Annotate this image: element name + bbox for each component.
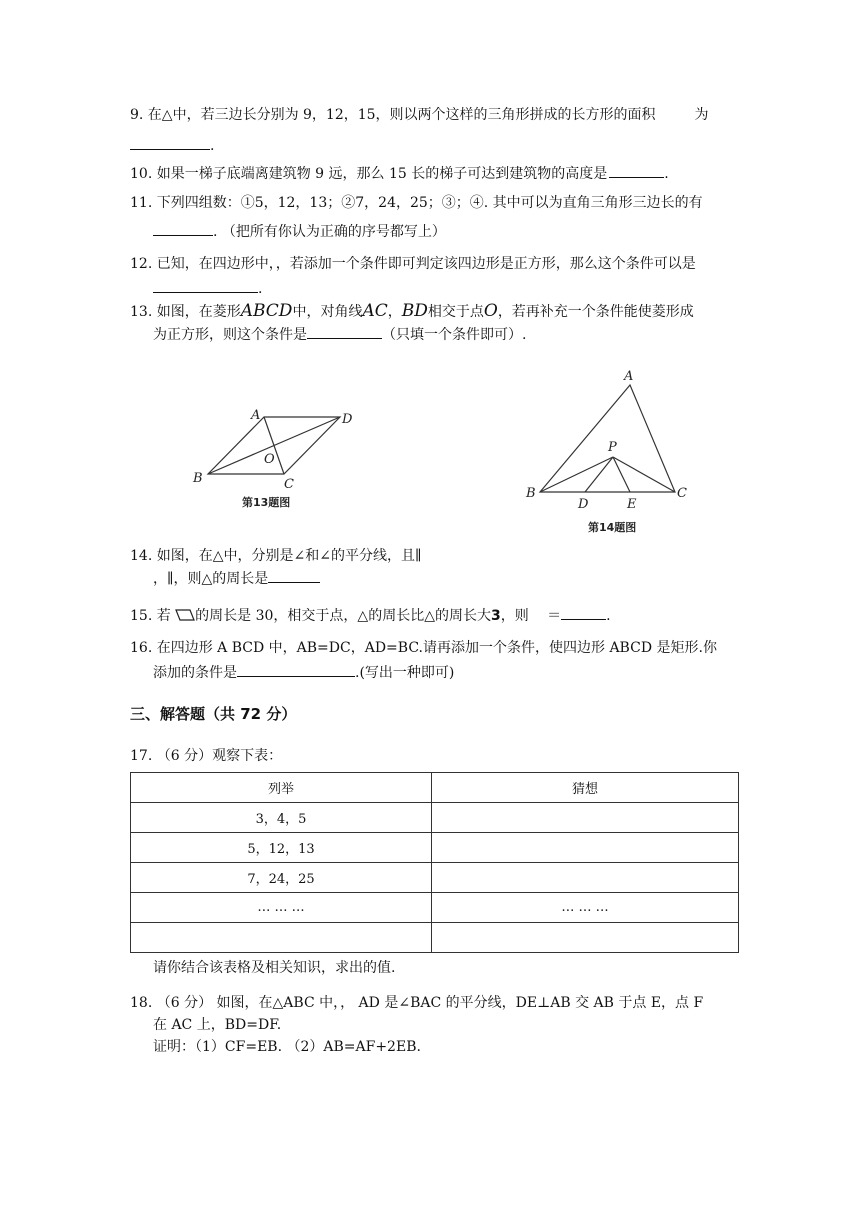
q12-blank[interactable] bbox=[153, 278, 258, 293]
q10-text: 10. 如果一梯子底端离建筑物 9 远，那么 15 长的梯子可达到建筑物的高度是 bbox=[130, 166, 608, 182]
table-row bbox=[131, 833, 739, 863]
table-row bbox=[131, 863, 739, 893]
q17-table bbox=[130, 772, 739, 953]
q13-bd: BD bbox=[401, 301, 428, 321]
table-header-row bbox=[131, 773, 739, 803]
q12-end: . bbox=[258, 281, 263, 297]
question-10 bbox=[130, 163, 669, 184]
table-row bbox=[131, 923, 739, 953]
triangle-abc bbox=[540, 385, 675, 492]
q12-text: 12. 已知，在四边形中，，若添加一个条件即可判定该四边形是正方形，那么这个条件可以是 bbox=[130, 256, 696, 272]
table-header-cell: 猜想 bbox=[432, 773, 739, 803]
fig14-label-b: B bbox=[526, 486, 536, 501]
fig13-label-c: C bbox=[284, 477, 294, 492]
question-16-line2 bbox=[153, 662, 454, 683]
table-cell[interactable] bbox=[432, 923, 739, 953]
q11-blank[interactable] bbox=[153, 221, 213, 236]
fig14-label-d: D bbox=[578, 497, 589, 512]
question-12 bbox=[130, 254, 696, 274]
parallelogram-icon bbox=[175, 608, 195, 622]
q14-line2: ，∥，则△的周长是 bbox=[153, 571, 269, 587]
table-cell[interactable] bbox=[432, 833, 739, 863]
q13-p1: 13. 如图，在菱形 bbox=[130, 304, 241, 320]
fig14-caption: 第14题图 bbox=[588, 521, 637, 534]
table-header-cell: 列举 bbox=[131, 773, 432, 803]
segment-dp bbox=[585, 457, 613, 492]
q14-blank[interactable] bbox=[268, 568, 320, 583]
table-cell[interactable] bbox=[432, 803, 739, 833]
fig14-label-p: P bbox=[608, 440, 617, 455]
q11-line2-text: . （把所有你认为正确的序号都写上） bbox=[213, 224, 446, 240]
fig14-label-a: A bbox=[624, 369, 634, 384]
q13-comma: ， bbox=[387, 304, 402, 320]
q15-end: . bbox=[606, 608, 611, 624]
q13-ac: AC bbox=[362, 301, 388, 321]
q9-end: . bbox=[210, 138, 215, 154]
question-11-line2 bbox=[153, 221, 446, 242]
fig14-label-c: C bbox=[677, 486, 687, 501]
q13-line2b: （只填一个条件即可）. bbox=[382, 327, 527, 343]
question-17-after: 请你结合该表格及相关知识，求出的值. bbox=[153, 960, 396, 976]
q13-p4: ，若再补充一个条件能使菱形成 bbox=[497, 304, 694, 320]
q13-abcd: ABCD bbox=[240, 301, 293, 321]
table-cell[interactable] bbox=[432, 863, 739, 893]
question-9 bbox=[130, 105, 708, 125]
fig13-caption: 第13题图 bbox=[242, 496, 291, 509]
q13-o: O bbox=[483, 301, 498, 321]
question-13 bbox=[130, 301, 694, 322]
q15-mid: 的周长是 30，相交于点，△的周长比△的周长大 bbox=[195, 608, 491, 624]
q9-tail: 为 bbox=[694, 107, 709, 123]
q11-text: 11. 下列四组数：①5，12，13；②7，24，25；③；④. 其中可以为直角三角形三边长的有 bbox=[130, 195, 703, 211]
question-18-line2: 在 AC 上，BD=DF. bbox=[153, 1017, 282, 1033]
table-cell: 3，4，5 bbox=[131, 803, 432, 833]
q10-end: . bbox=[664, 166, 669, 182]
section-3-heading: 三、解答题（共 72 分） bbox=[130, 705, 297, 723]
question-14-line2 bbox=[153, 568, 320, 589]
question-11 bbox=[130, 193, 703, 213]
table-cell: 7，24，25 bbox=[131, 863, 432, 893]
q16-line2b: .(写出一种即可) bbox=[355, 665, 455, 681]
table-cell: 5，12，13 bbox=[131, 833, 432, 863]
fig13-label-b: B bbox=[193, 471, 203, 486]
q13-p2: 中，对角线 bbox=[292, 304, 363, 320]
question-13-line2 bbox=[153, 324, 526, 345]
question-16 bbox=[130, 638, 717, 658]
q13-p3: 相交于点 bbox=[427, 304, 484, 320]
question-18-line1: 18. （6 分） 如图，在△ABC 中，， AD 是∠BAC 的平分线，DE⊥AB 交 AB 于点 E，点 F bbox=[130, 995, 704, 1011]
q14-line1: 14. 如图，在△中，分别是∠和∠的平分线，且∥ bbox=[130, 548, 422, 564]
q15-three: 3 bbox=[490, 608, 501, 624]
segment-cp bbox=[613, 457, 675, 492]
q15-text: 15. 若 bbox=[130, 608, 171, 624]
q9-blank[interactable] bbox=[130, 135, 210, 150]
q13-blank[interactable] bbox=[307, 324, 382, 339]
q9-text: 9. 在△中，若三边长分别为 9，12，15，则以两个这样的三角形拼成的长方形的面积 bbox=[130, 107, 656, 123]
q13-line2a: 为正方形，则这个条件是 bbox=[153, 327, 307, 343]
question-9-line2 bbox=[130, 135, 214, 156]
fig13-label-o: O bbox=[264, 452, 275, 467]
q15-after: ，则 bbox=[500, 608, 529, 624]
table-cell: … … … bbox=[432, 893, 739, 923]
fig14-label-e: E bbox=[627, 497, 637, 512]
question-18-line3: 证明：（1）CF=EB. （2）AB=AF+2EB. bbox=[153, 1039, 421, 1055]
segment-bp bbox=[540, 457, 613, 492]
q10-blank[interactable] bbox=[609, 163, 664, 178]
q15-eq: ＝ bbox=[547, 608, 562, 624]
q15-blank[interactable] bbox=[561, 605, 606, 620]
question-14 bbox=[130, 546, 421, 566]
question-17-intro: 17. （6 分）观察下表： bbox=[130, 748, 283, 764]
question-12-line2 bbox=[153, 278, 262, 299]
fig13-label-d: D bbox=[342, 412, 353, 427]
q16-line1: 16. 在四边形 A BCD 中，AB=DC，AD=BC.请再添加一个条件，使四边形 ABCD 是矩形.你 bbox=[130, 640, 717, 656]
figure-14 bbox=[520, 365, 700, 537]
table-row bbox=[131, 893, 739, 923]
table-cell: … … … bbox=[131, 893, 432, 923]
q16-blank[interactable] bbox=[237, 662, 355, 677]
q16-line2a: 添加的条件是 bbox=[153, 665, 237, 681]
table-cell[interactable] bbox=[131, 923, 432, 953]
table-row bbox=[131, 803, 739, 833]
figure-13 bbox=[185, 400, 365, 515]
fig13-label-a: A bbox=[251, 408, 261, 423]
question-15 bbox=[130, 605, 611, 626]
